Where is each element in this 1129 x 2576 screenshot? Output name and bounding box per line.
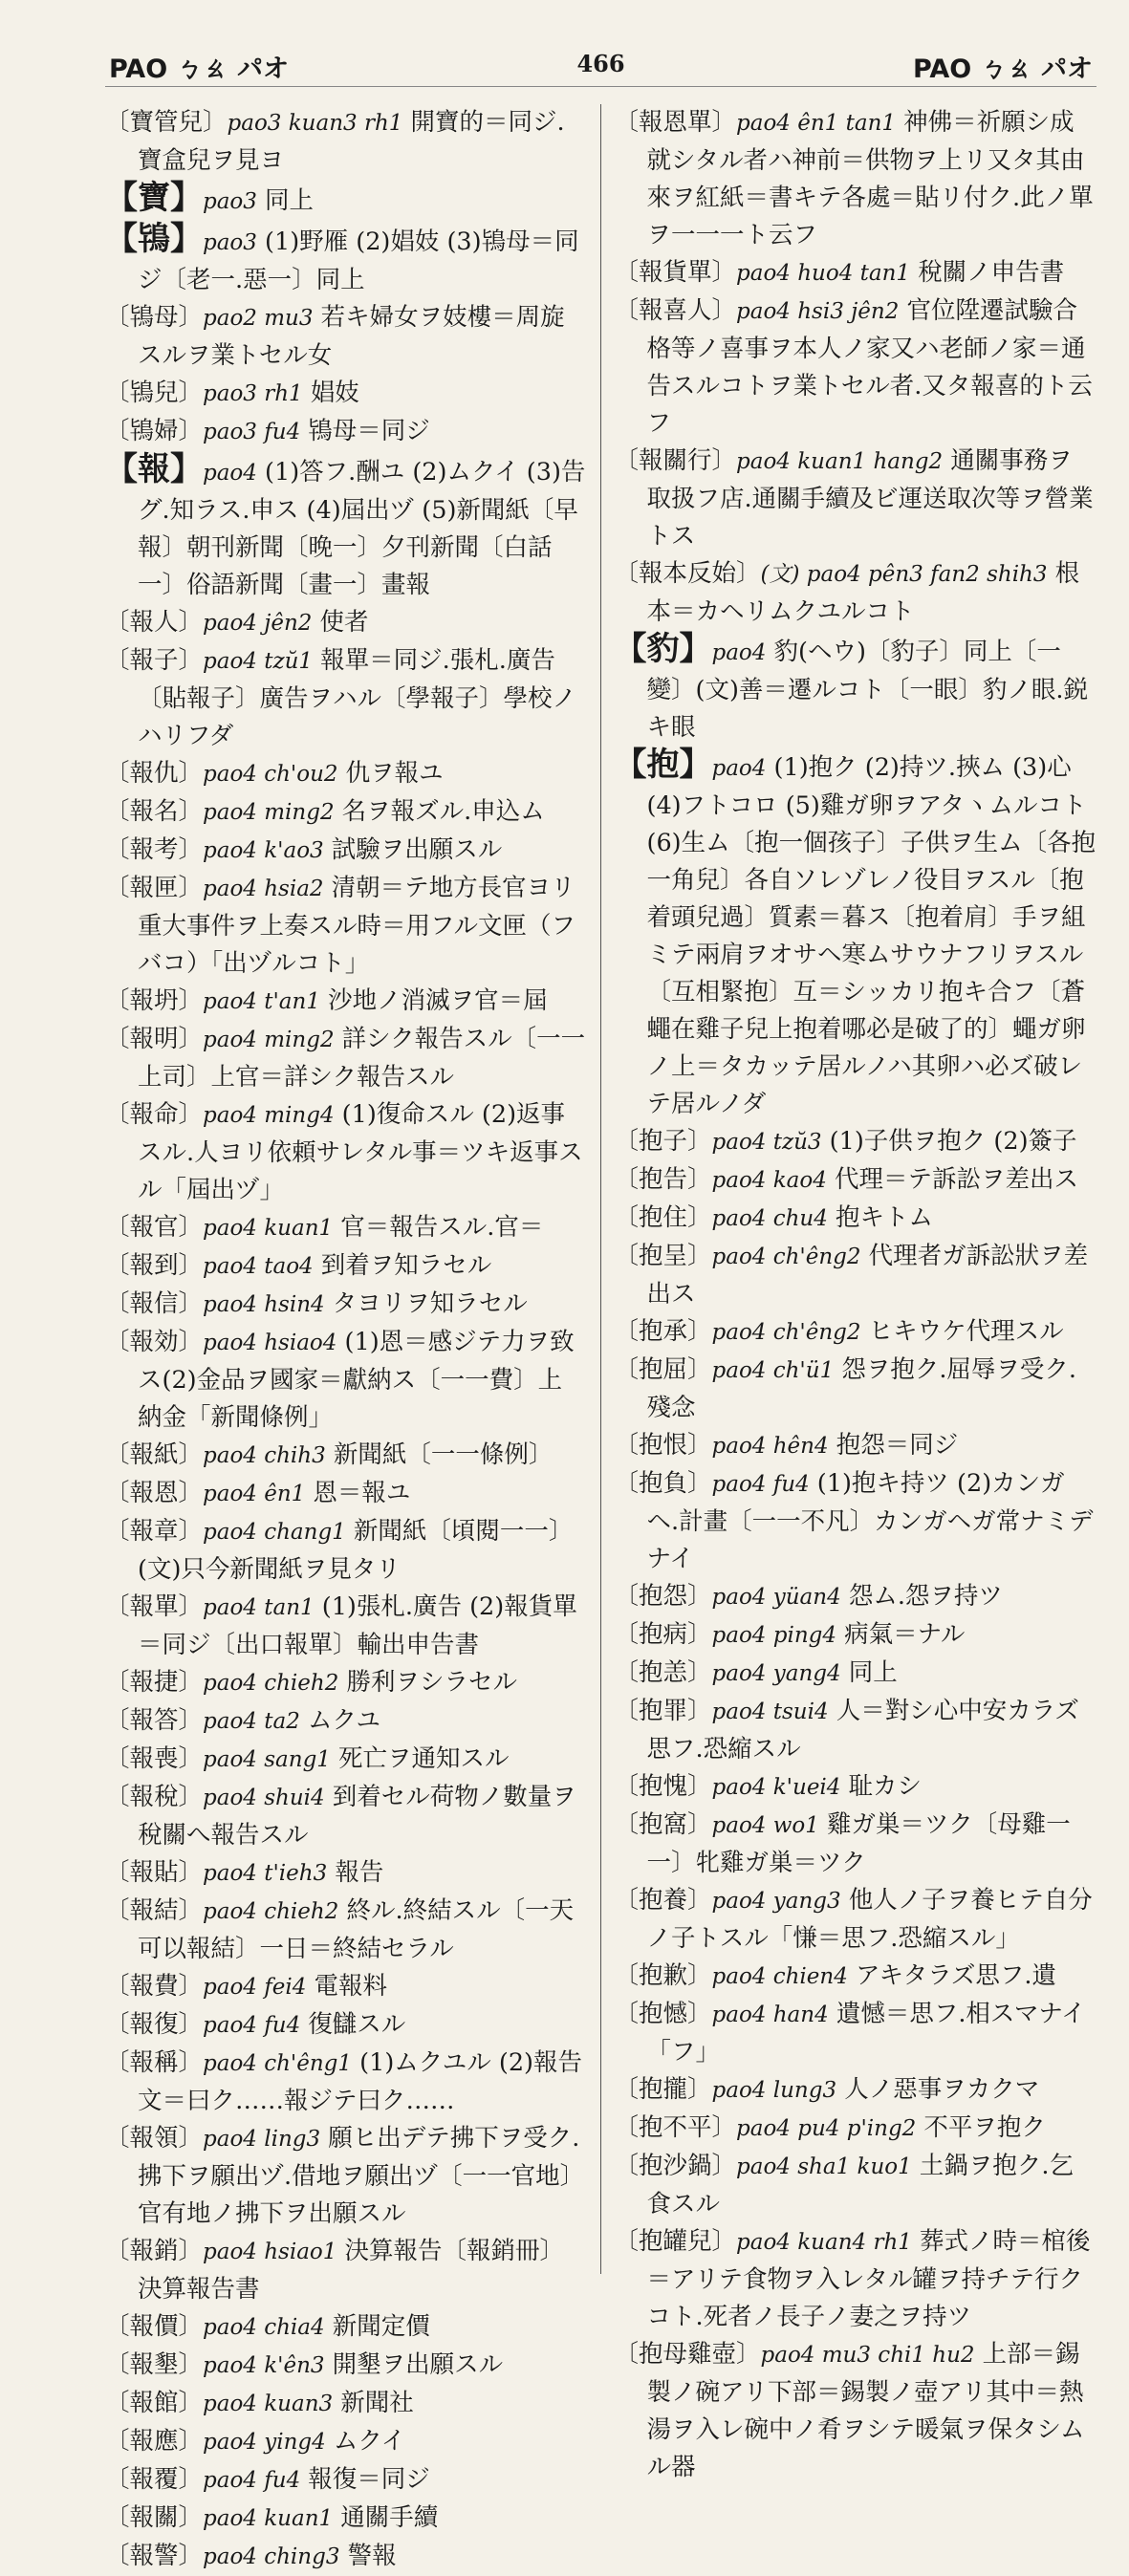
entry-definition: ヒキウケ代理スル bbox=[860, 1317, 1064, 1346]
entry-romanization: pao4 ch'ü1 bbox=[711, 1358, 835, 1383]
entry-romanization: pao4 kao4 bbox=[711, 1168, 827, 1193]
entry-romanization: pao4 ming2 bbox=[203, 800, 335, 825]
entry-definition: 同上 bbox=[840, 1658, 898, 1687]
entry-romanization: pao4 fei4 bbox=[203, 1975, 307, 2000]
dictionary-entry bbox=[615, 1427, 1097, 1465]
entry-headword: 〔報明〕 bbox=[105, 1025, 204, 1053]
entry-romanization: pao4 chang1 bbox=[203, 1520, 346, 1545]
dictionary-entry bbox=[105, 104, 587, 180]
entry-headword: 〔抱不平〕 bbox=[614, 2113, 737, 2142]
entry-headword: 〔鴇婦〕 bbox=[105, 417, 204, 445]
entry-headword: 〔抱子〕 bbox=[614, 1127, 712, 1156]
entry-definition: 沙地ノ消滅ヲ官＝屆 bbox=[319, 986, 548, 1015]
entry-definition: 願ヒ出デテ拂下ヲ受ク.拂下ヲ願出ヅ.借地ヲ願出ヅ〔一一官地〕官有地ノ拂下ヲ出願スル bbox=[138, 2124, 585, 2228]
entry-definition: アキタラズ思フ.遺 bbox=[847, 1961, 1057, 1990]
entry-headword: 〔抱罪〕 bbox=[614, 1697, 712, 1725]
dictionary-entry bbox=[615, 1693, 1097, 1768]
entry-headword: 〔報費〕 bbox=[105, 1972, 204, 2001]
entry-definition: 新聞紙〔頃閱一一〕(文)只今新聞紙ヲ見タリ bbox=[138, 1517, 574, 1584]
dictionary-entry bbox=[105, 1286, 587, 1324]
dictionary-entry bbox=[105, 983, 587, 1021]
entry-definition: 詳シク報告スル〔一一上司〕上官＝詳シク報告スル bbox=[138, 1025, 586, 1092]
dictionary-entry bbox=[105, 2347, 587, 2385]
entry-definition: 新聞紙〔一一條例〕 bbox=[325, 1440, 554, 1469]
entry-romanization: pao4 bbox=[711, 640, 767, 665]
entry-definition: 娼妓 bbox=[302, 379, 359, 407]
entry-definition: 仇ヲ報ユ bbox=[337, 759, 444, 788]
entry-headword: 〔抱窩〕 bbox=[614, 1810, 712, 1839]
entry-definition: 上部＝錫製ノ碗アリ下部＝錫製ノ壺アリ其中＝熱湯ヲ入レ碗中ノ肴ヲシテ暖氣ヲ保タシムル器 bbox=[646, 2340, 1085, 2481]
dictionary-entry bbox=[615, 1768, 1097, 1807]
entry-romanization: pao4 fu4 bbox=[203, 2468, 301, 2493]
entry-definition: 恩＝報ユ bbox=[305, 1479, 411, 1507]
entry-headword: 〔報子〕 bbox=[105, 646, 204, 675]
dictionary-entry bbox=[105, 1513, 587, 1589]
dictionary-entry bbox=[105, 299, 587, 375]
dictionary-entry bbox=[615, 1313, 1097, 1352]
entry-headword: 〔報關行〕 bbox=[614, 446, 737, 475]
dictionary-entry bbox=[105, 1702, 587, 1741]
entry-romanization: pao4 ming2 bbox=[203, 1028, 335, 1052]
entry-romanization: pao4 ying4 bbox=[203, 2430, 326, 2455]
entry-romanization: pao4 t'an1 bbox=[203, 989, 320, 1014]
entry-headword: 〔報到〕 bbox=[105, 1251, 204, 1280]
entry-headword: 〔報信〕 bbox=[105, 1289, 204, 1318]
entry-romanization: (文) pao4 pên3 fan2 shih3 bbox=[760, 562, 1048, 587]
entry-definition: (1)張札.廣告 (2)報貨單＝同ジ〔出口報單〕輸出申告書 bbox=[138, 1592, 577, 1659]
entry-definition: 開寶的＝同ジ.寶盒兒ヲ見ヨ bbox=[138, 108, 565, 175]
dictionary-entry bbox=[105, 2233, 587, 2308]
entry-romanization: pao4 ên1 tan1 bbox=[736, 111, 897, 136]
entry-headword: 【鴇】 bbox=[105, 220, 203, 258]
entry-headword: 〔鴇母〕 bbox=[105, 303, 204, 332]
entry-headword: 〔報本反始〕 bbox=[614, 559, 761, 588]
entry-headword: 〔抱歉〕 bbox=[614, 1961, 712, 1990]
dictionary-entry bbox=[615, 1161, 1097, 1200]
entry-romanization: pao4 ch'êng2 bbox=[711, 1320, 861, 1345]
entry-definition: 雞ガ巣＝ツク〔母雞一一〕牝雞ガ巣＝ツク bbox=[646, 1810, 1071, 1877]
dictionary-entry bbox=[105, 1779, 587, 1854]
entry-romanization: pao4 chien4 bbox=[711, 1964, 848, 1989]
dictionary-entry bbox=[105, 375, 587, 413]
entry-definition: 新聞社 bbox=[333, 2389, 414, 2417]
entry-headword: 〔抱承〕 bbox=[614, 1317, 712, 1346]
dictionary-entry bbox=[105, 1741, 587, 1779]
dictionary-entry bbox=[105, 2120, 587, 2233]
entry-romanization: pao4 hsin4 bbox=[203, 1292, 325, 1317]
entry-headword: 〔報館〕 bbox=[105, 2389, 204, 2417]
entry-headword: 〔報考〕 bbox=[105, 835, 204, 864]
entry-headword: 〔報單〕 bbox=[105, 1592, 204, 1621]
entry-definition: ムクイ bbox=[325, 2427, 406, 2456]
entry-romanization: pao2 mu3 bbox=[203, 306, 314, 331]
entry-romanization: pao4 kuan4 rh1 bbox=[736, 2230, 912, 2255]
entry-romanization: pao4 mu3 chi1 hu2 bbox=[760, 2343, 975, 2368]
dictionary-entry bbox=[615, 1465, 1097, 1578]
entry-headword: 〔報捷〕 bbox=[105, 1668, 204, 1697]
entry-definition: 同上 bbox=[256, 186, 315, 215]
columns bbox=[105, 104, 1096, 2570]
dictionary-entry bbox=[105, 451, 587, 604]
entry-definition: 鴇母＝同ジ bbox=[300, 417, 430, 445]
entry-headword: 〔報命〕 bbox=[105, 1100, 204, 1129]
entry-headword: 〔報章〕 bbox=[105, 1517, 204, 1546]
dictionary-entry bbox=[615, 1996, 1097, 2071]
entry-definition: 根本＝カヘリムクユルコト bbox=[646, 559, 1080, 626]
entry-definition: 報復＝同ジ bbox=[300, 2465, 430, 2494]
entry-definition: 到着セル荷物ノ數量ヲ稅關へ報告スル bbox=[138, 1783, 576, 1850]
entry-romanization: pao4 hsi3 jên2 bbox=[736, 299, 900, 324]
dictionary-entry bbox=[615, 631, 1097, 747]
entry-headword: 〔報復〕 bbox=[105, 2010, 204, 2039]
entry-definition: 豹(ヘウ)〔豹子〕同上〔一變〕(文)善＝遷ルコト〔一眼〕豹ノ眼.鋭キ眼 bbox=[646, 638, 1089, 742]
entry-headword: 〔報價〕 bbox=[105, 2312, 204, 2341]
left-column bbox=[105, 104, 601, 2570]
header-right: PAO ㄅㄠ パオ bbox=[913, 54, 1093, 84]
entry-definition: 土鍋ヲ抱ク.乞食スル bbox=[646, 2152, 1074, 2219]
entry-headword: 〔報覆〕 bbox=[105, 2465, 204, 2494]
entry-headword: 〔抱養〕 bbox=[614, 1886, 712, 1915]
entry-headword: 〔報貨單〕 bbox=[614, 258, 737, 287]
entry-definition: (1)子供ヲ抱ク (2)簽子 bbox=[821, 1127, 1077, 1156]
dictionary-entry bbox=[105, 1589, 587, 1664]
entry-definition: 神佛＝祈願シ成就シタル者ハ神前＝供物ヲ上リ又タ其由來ヲ紅紙＝書キテ各處＝貼リ付ク.此ノ單ヲ一一一ト云フ bbox=[646, 108, 1094, 249]
entry-romanization: pao4 wo1 bbox=[711, 1813, 819, 1838]
entry-definition: 到着ヲ知ラセル bbox=[313, 1251, 492, 1280]
dictionary-entry bbox=[615, 443, 1097, 555]
dictionary-entry bbox=[615, 1123, 1097, 1161]
entry-romanization: pao4 pu4 p'ing2 bbox=[736, 2116, 917, 2141]
entry-headword: 〔抱恙〕 bbox=[614, 1658, 712, 1687]
entry-headword: 〔抱攏〕 bbox=[614, 2075, 712, 2104]
entry-definition: 決算報告〔報銷冊〕決算報告書 bbox=[138, 2237, 565, 2304]
entry-romanization: pao4 ch'êng2 bbox=[711, 1245, 861, 1269]
entry-romanization: pao4 t'ieh3 bbox=[203, 1861, 328, 1886]
entry-definition: 怨ヲ抱ク.屈辱ヲ受ク.殘念 bbox=[646, 1355, 1077, 1422]
dictionary-entry bbox=[615, 2110, 1097, 2148]
entry-romanization: pao3 bbox=[203, 230, 257, 255]
entry-headword: 〔抱負〕 bbox=[614, 1469, 712, 1498]
dictionary-entry bbox=[615, 1807, 1097, 1882]
entry-headword: 【抱】 bbox=[614, 746, 712, 784]
dictionary-entry bbox=[105, 2308, 587, 2347]
entry-definition: 官＝報告スル.官＝ bbox=[333, 1213, 544, 1242]
entry-headword: 【報】 bbox=[105, 450, 203, 488]
dictionary-entry bbox=[615, 1882, 1097, 1958]
dictionary-entry bbox=[105, 604, 587, 642]
dictionary-entry bbox=[105, 413, 587, 451]
entry-definition: 葬式ノ時＝棺後＝アリテ食物ヲ入レタル罐ヲ持チテ行クコト.死者ノ長子ノ妻之ヲ持ツ bbox=[646, 2227, 1091, 2331]
entry-headword: 〔抱罐兒〕 bbox=[614, 2227, 737, 2256]
entry-headword: 〔寶管兒〕 bbox=[105, 108, 228, 137]
dictionary-entry bbox=[615, 1958, 1097, 1996]
entry-headword: 〔報稱〕 bbox=[105, 2048, 204, 2077]
page-number: 466 bbox=[576, 50, 625, 77]
entry-headword: 〔抱住〕 bbox=[614, 1203, 712, 1232]
entry-headword: 【豹】 bbox=[614, 630, 712, 668]
entry-definition: 新聞定價 bbox=[324, 2312, 430, 2341]
entry-headword: 〔抱憾〕 bbox=[614, 2000, 712, 2028]
dictionary-entry bbox=[105, 1324, 587, 1437]
entry-headword: 〔報墾〕 bbox=[105, 2350, 204, 2379]
dictionary-entry bbox=[615, 1238, 1097, 1313]
entry-headword: 〔抱恨〕 bbox=[614, 1431, 712, 1460]
entry-definition: 清朝＝テ地方長官ヨリ重大事件ヲ上奏スル時＝用フル文匣（フバコ）「出ヅルコト」 bbox=[138, 874, 575, 978]
entry-romanization: pao4 tan1 bbox=[203, 1595, 315, 1620]
dictionary-entry bbox=[105, 755, 587, 793]
dictionary-entry bbox=[615, 2071, 1097, 2110]
entry-headword: 〔報應〕 bbox=[105, 2427, 204, 2456]
entry-definition: (1)ムクユル (2)報告文＝曰ク……報ジテ曰ク…… bbox=[138, 2048, 582, 2115]
entry-definition: (1)復命スル (2)返事スル.人ヨリ依頼サレタル事＝ツキ返事スル「屆出ヅ」 bbox=[138, 1100, 583, 1204]
entry-romanization: pao4 chia4 bbox=[203, 2315, 325, 2340]
dictionary-entry bbox=[105, 2045, 587, 2120]
entry-headword: 〔抱母雞壺〕 bbox=[614, 2340, 761, 2369]
entry-romanization: pao4 tzŭ3 bbox=[711, 1130, 822, 1155]
entry-definition: (1)抱ク (2)持ツ.挾ム (3)心 (4)フトコロ (5)雞ガ卵ヲアタヽムルコト (6)生ム〔抱一個孩子〕子供ヲ生ム〔各抱一角兒〕各自ソレゾレノ役目ヲスル〔抱着頭兒過〕質素＝暮ス〔抱着肩〕手ヲ組ミテ兩肩ヲオサヘ寒ムサウナフリヲスル〔互相緊抱〕互＝シッカリ抱キ合フ〔蒼蠅在雞子兒上抱着哪必是破了的〕蠅ガ卵ノ上＝タカッテ居ルノハ其卵ハ必ズ破レテ居ルノダ bbox=[646, 753, 1096, 1118]
dictionary-entry bbox=[105, 180, 587, 221]
entry-romanization: pao4 hsiao1 bbox=[203, 2240, 337, 2264]
entry-romanization: pao4 han4 bbox=[711, 2002, 829, 2027]
entry-definition: 終ル.終結スル〔一天可以報結〕一日＝終結セラル bbox=[138, 1896, 575, 1963]
dictionary-entry bbox=[615, 1616, 1097, 1655]
entry-definition: 使者 bbox=[312, 608, 369, 637]
entry-romanization: pao4 k'ao3 bbox=[203, 838, 324, 863]
dictionary-entry bbox=[105, 832, 587, 870]
dictionary-entry bbox=[105, 870, 587, 983]
entry-definition: 若キ婦女ヲ妓樓＝周旋スルヲ業トセル女 bbox=[138, 303, 565, 370]
entry-romanization: pao3 rh1 bbox=[203, 381, 303, 406]
entry-headword: 〔報仇〕 bbox=[105, 759, 204, 788]
entry-romanization: pao4 chu4 bbox=[711, 1206, 828, 1231]
entry-romanization: pao4 fu4 bbox=[203, 2013, 301, 2038]
entry-headword: 〔報人〕 bbox=[105, 608, 204, 637]
entry-romanization: pao4 fu4 bbox=[711, 1472, 810, 1497]
entry-headword: 〔抱告〕 bbox=[614, 1165, 712, 1194]
entry-headword: 【寶】 bbox=[105, 179, 203, 217]
entry-definition: 代理＝テ訴訟ヲ差出ス bbox=[826, 1165, 1078, 1194]
dictionary-entry bbox=[615, 1578, 1097, 1616]
entry-romanization: pao4 tsui4 bbox=[711, 1699, 829, 1724]
entry-headword: 〔報稅〕 bbox=[105, 1783, 204, 1811]
entry-romanization: pao4 tzŭ1 bbox=[203, 649, 314, 674]
entry-headword: 〔報結〕 bbox=[105, 1896, 204, 1925]
dictionary-entry bbox=[615, 1655, 1097, 1693]
entry-definition: 警報 bbox=[339, 2542, 397, 2570]
entry-romanization: pao4 kuan3 bbox=[203, 2392, 334, 2416]
entry-definition: 遺憾＝思フ.相スマナイ「フ」 bbox=[646, 2000, 1086, 2067]
entry-definition: 電報料 bbox=[306, 1972, 387, 2001]
entry-definition: 稅關ノ申告書 bbox=[910, 258, 1065, 287]
entry-definition: 死亡ヲ通知スル bbox=[330, 1744, 510, 1773]
entry-romanization: pao4 chih3 bbox=[203, 1443, 326, 1468]
entry-romanization: pao4 ching3 bbox=[203, 2544, 340, 2569]
dictionary-entry bbox=[105, 1854, 587, 1893]
entry-romanization: pao4 ên1 bbox=[203, 1482, 306, 1506]
entry-headword: 〔報關〕 bbox=[105, 2503, 204, 2532]
entry-headword: 〔抱病〕 bbox=[614, 1620, 712, 1649]
entry-romanization: pao4 yang4 bbox=[711, 1661, 841, 1686]
entry-definition: 抱キトム bbox=[827, 1203, 933, 1232]
entry-definition: タヨリヲ知ラセル bbox=[324, 1289, 528, 1318]
dictionary-entry bbox=[615, 1352, 1097, 1427]
dictionary-entry bbox=[105, 2385, 587, 2423]
entry-romanization: pao4 ling3 bbox=[203, 2127, 321, 2152]
entry-definition: 不平ヲ抱ク bbox=[916, 2113, 1046, 2142]
entry-headword: 〔報官〕 bbox=[105, 1213, 204, 1242]
entry-definition: ムクユ bbox=[299, 1706, 380, 1735]
dictionary-entry bbox=[615, 2148, 1097, 2223]
dictionary-entry bbox=[615, 2336, 1097, 2486]
dictionary-entry bbox=[105, 1096, 587, 1209]
entry-definition: 報告 bbox=[327, 1858, 384, 1887]
entry-headword: 〔報匣〕 bbox=[105, 874, 204, 902]
entry-romanization: pao4 chieh2 bbox=[203, 1671, 339, 1696]
entry-romanization: pao4 k'uei4 bbox=[711, 1775, 841, 1800]
entry-definition: 他人ノ子ヲ養ヒテ自分ノ子トスル「慊＝思フ.恐縮スル」 bbox=[646, 1886, 1093, 1953]
entry-romanization: pao3 bbox=[203, 189, 257, 214]
dictionary-entry bbox=[615, 292, 1097, 443]
entry-romanization: pao4 lung3 bbox=[711, 2078, 837, 2103]
entry-romanization: pao4 kuan1 hang2 bbox=[736, 449, 944, 474]
dictionary-entry bbox=[105, 221, 587, 299]
entry-headword: 〔報喪〕 bbox=[105, 1744, 204, 1773]
entry-headword: 〔鴇兒〕 bbox=[105, 379, 204, 407]
entry-headword: 〔抱怨〕 bbox=[614, 1582, 712, 1611]
entry-romanization: pao4 bbox=[711, 756, 767, 781]
entry-definition: 開墾ヲ出願スル bbox=[324, 2350, 504, 2379]
entry-romanization: pao3 kuan3 rh1 bbox=[227, 111, 403, 136]
header-left: PAO ㄅㄠ パオ bbox=[109, 54, 289, 84]
entry-definition: 復讎スル bbox=[300, 2010, 406, 2039]
entry-romanization: pao4 kuan1 bbox=[203, 1216, 334, 1241]
dictionary-entry bbox=[105, 1893, 587, 1968]
entry-headword: 〔報喜人〕 bbox=[614, 296, 737, 325]
entry-romanization: pao4 hsiao4 bbox=[203, 1331, 337, 1355]
entry-headword: 〔報名〕 bbox=[105, 797, 204, 826]
dictionary-entry bbox=[105, 642, 587, 755]
page-header bbox=[105, 42, 1096, 87]
dictionary-entry bbox=[105, 1209, 587, 1247]
entry-definition: 耻カシ bbox=[840, 1772, 923, 1801]
entry-definition: 怨ム.怨ヲ持ツ bbox=[840, 1582, 1003, 1611]
entry-romanization: pao4 bbox=[203, 461, 257, 486]
entry-definition: 抱怨＝同ジ bbox=[828, 1431, 959, 1460]
entry-romanization: pao3 fu4 bbox=[203, 420, 301, 444]
entry-headword: 〔抱愧〕 bbox=[614, 1772, 712, 1801]
entry-definition: 通關事務ヲ取扱フ店.通關手續及ビ運送取次等ヲ營業トス bbox=[646, 446, 1094, 551]
dictionary-entry bbox=[105, 1664, 587, 1702]
entry-romanization: pao4 sang1 bbox=[203, 1747, 331, 1772]
entry-definition: 代理者ガ訴訟狀ヲ差出ス bbox=[646, 1242, 1089, 1309]
entry-definition: 人ノ惡事ヲカクマ bbox=[836, 2075, 1040, 2104]
right-column bbox=[601, 104, 1097, 2481]
entry-definition: 人＝對シ心中安カラズ思フ.恐縮スル bbox=[646, 1697, 1079, 1764]
entry-headword: 〔抱沙鍋〕 bbox=[614, 2152, 737, 2180]
entry-headword: 〔抱屈〕 bbox=[614, 1355, 712, 1384]
dictionary-entry bbox=[615, 2223, 1097, 2336]
entry-headword: 〔報警〕 bbox=[105, 2542, 204, 2570]
entry-romanization: pao4 hsia2 bbox=[203, 877, 324, 901]
entry-definition: 報單＝同ジ.張札.廣告〔貼報子〕廣告ヲハル〔學報子〕學校ノハリフダ bbox=[138, 646, 577, 750]
dictionary-entry bbox=[615, 747, 1097, 1123]
dictionary-entry bbox=[105, 2423, 587, 2461]
dictionary-entry bbox=[615, 254, 1097, 292]
entry-headword: 〔抱呈〕 bbox=[614, 1242, 712, 1270]
dictionary-entry bbox=[105, 1021, 587, 1096]
dictionary-entry bbox=[615, 1200, 1097, 1238]
entry-headword: 〔報答〕 bbox=[105, 1706, 204, 1735]
entry-headword: 〔報恩〕 bbox=[105, 1479, 204, 1507]
entry-romanization: pao4 k'ên3 bbox=[203, 2353, 325, 2378]
entry-headword: 〔報領〕 bbox=[105, 2124, 204, 2153]
entry-romanization: pao4 yüan4 bbox=[711, 1585, 841, 1610]
dictionary-entry bbox=[105, 1475, 587, 1513]
entry-definition: (1)答フ.酬ユ (2)ムクイ (3)告グ.知ラス.申ス (4)屆出ヅ (5)新聞紙〔早報〕朝刊新聞〔晚一〕夕刊新聞〔白話一〕俗語新聞〔畫一〕畫報 bbox=[138, 458, 586, 599]
entry-romanization: pao4 hên4 bbox=[711, 1434, 829, 1459]
entry-romanization: pao4 chieh2 bbox=[203, 1899, 339, 1924]
entry-headword: 〔報紙〕 bbox=[105, 1440, 204, 1469]
dictionary-entry bbox=[615, 555, 1097, 631]
entry-definition: (1)野雁 (2)娼妓 (3)鴇母＝同ジ〔老一.惡一〕同上 bbox=[138, 227, 579, 294]
dictionary-entry bbox=[105, 2461, 587, 2500]
entry-romanization: pao4 ch'êng1 bbox=[203, 2051, 353, 2076]
entry-headword: 〔報貼〕 bbox=[105, 1858, 204, 1887]
entry-definition: 病氣＝ナル bbox=[836, 1620, 966, 1649]
entry-definition: 試驗ヲ出願スル bbox=[323, 835, 503, 864]
entry-definition: 名ヲ報ズル.申込ム bbox=[334, 797, 545, 826]
entry-romanization: pao4 shui4 bbox=[203, 1786, 325, 1810]
entry-romanization: pao4 ming4 bbox=[203, 1103, 335, 1128]
entry-headword: 〔報坍〕 bbox=[105, 986, 204, 1015]
dictionary-entry bbox=[615, 104, 1097, 254]
dictionary-entry bbox=[105, 1437, 587, 1475]
entry-romanization: pao4 ping4 bbox=[711, 1623, 836, 1648]
dictionary-entry bbox=[105, 1968, 587, 2006]
dictionary-entry bbox=[105, 2500, 587, 2538]
entry-romanization: pao4 tao4 bbox=[203, 1254, 314, 1279]
entry-romanization: pao4 kuan1 bbox=[203, 2506, 334, 2531]
entry-headword: 〔報効〕 bbox=[105, 1328, 204, 1356]
entry-romanization: pao4 sha1 kuo1 bbox=[736, 2154, 912, 2179]
dictionary-entry bbox=[105, 1247, 587, 1286]
entry-headword: 〔報銷〕 bbox=[105, 2237, 204, 2265]
dictionary-entry bbox=[105, 793, 587, 832]
entry-definition: 勝利ヲシラセル bbox=[338, 1668, 517, 1697]
entry-romanization: pao4 jên2 bbox=[203, 611, 313, 636]
entry-definition: (1)恩＝感ジテ力ヲ致ス(2)金品ヲ國家＝獻納ス〔一一費〕上納金「新聞條例」 bbox=[138, 1328, 575, 1432]
dictionary-entry bbox=[105, 2006, 587, 2045]
entry-romanization: pao4 ch'ou2 bbox=[203, 762, 338, 787]
entry-romanization: pao4 ta2 bbox=[203, 1709, 300, 1734]
dictionary-entry bbox=[105, 2538, 587, 2576]
entry-romanization: pao4 huo4 tan1 bbox=[736, 261, 911, 286]
entry-definition: (1)抱キ持ツ (2)カンガヘ.計畫〔一一不凡〕カンガヘガ常ナミデナイ bbox=[646, 1469, 1094, 1573]
entry-headword: 〔報恩單〕 bbox=[614, 108, 737, 137]
entry-definition: 通關手續 bbox=[333, 2503, 439, 2532]
entry-definition: 官位陞遷試驗合格等ノ喜事ヲ本人ノ家又ハ老師ノ家＝通告スルコトヲ業トセル者.又タ報喜的ト云フ bbox=[646, 296, 1093, 438]
entry-romanization: pao4 yang3 bbox=[711, 1889, 841, 1914]
